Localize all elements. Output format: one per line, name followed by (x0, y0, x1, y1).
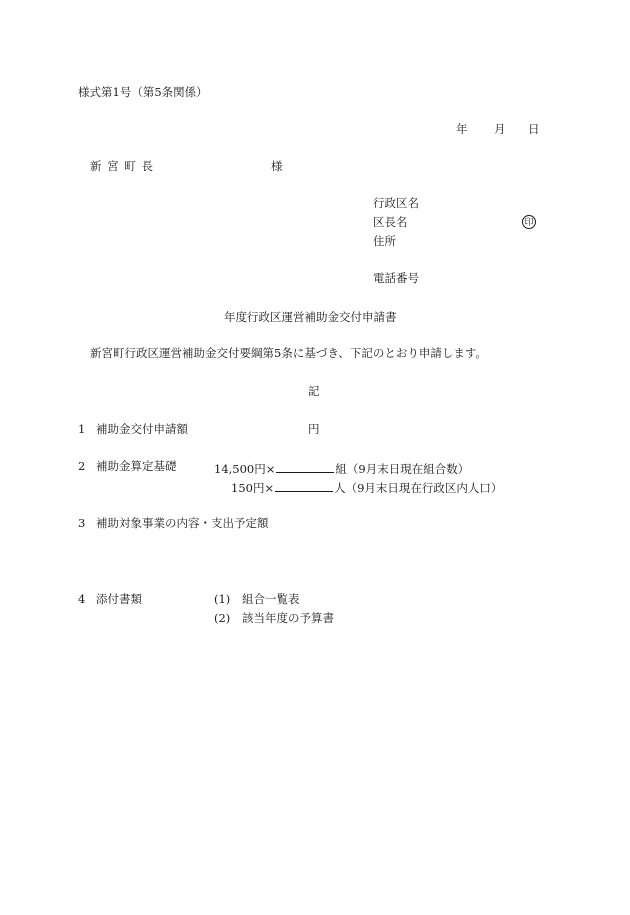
item1-number: 1 (78, 422, 86, 436)
date-month: 月 (494, 122, 506, 136)
item2-line2-suffix: 人（9月末日現在行政区内人口） (334, 481, 503, 495)
item2-line1-suffix: 組（9月末日現在組合数） (335, 462, 470, 476)
head-label: 区長名 (373, 215, 408, 229)
attachment-2-name: 該当年度の予算書 (242, 611, 334, 625)
item2-number: 2 (78, 459, 86, 473)
item2-line2-blank[interactable] (275, 480, 333, 492)
item4-label: 添付書類 (96, 592, 142, 606)
attachment-1-name: 組合一覧表 (242, 592, 300, 606)
seal-mark: 印 (522, 215, 536, 229)
item2-line1 (214, 461, 469, 476)
document-title: 年度行政区運営補助金交付申請書 (224, 310, 397, 324)
attachment-2-index: (2) (214, 611, 231, 625)
item3-label: 補助対象事業の内容・支出予定額 (96, 516, 269, 530)
attachment-1-index: (1) (214, 592, 231, 606)
item2-line1-rate: 14,500円× (214, 462, 276, 476)
item2-line2-rate: 150円× (231, 481, 275, 495)
addressee-name: 新 宮 町 長 (90, 159, 154, 173)
date-day: 日 (528, 122, 540, 136)
address-label: 住所 (373, 234, 396, 248)
item1-unit: 円 (308, 422, 320, 436)
addressee-honorific: 様 (271, 159, 283, 173)
date-year: 年 (456, 122, 468, 136)
item2-label: 補助金算定基礎 (96, 459, 177, 473)
item4-number: 4 (78, 592, 86, 606)
ki-marker: 記 (308, 384, 320, 398)
form-number: 様式第1号（第5条関係） (78, 85, 208, 99)
phone-label: 電話番号 (373, 271, 419, 285)
item3-number: 3 (78, 516, 86, 530)
item2-line1-blank[interactable] (276, 461, 334, 473)
intro-text: 新宮町行政区運営補助金交付要綱第5条に基づき、下記のとおり申請します。 (90, 346, 487, 360)
item1-label: 補助金交付申請額 (96, 422, 188, 436)
district-label: 行政区名 (373, 196, 419, 210)
item2-line2 (231, 480, 502, 495)
